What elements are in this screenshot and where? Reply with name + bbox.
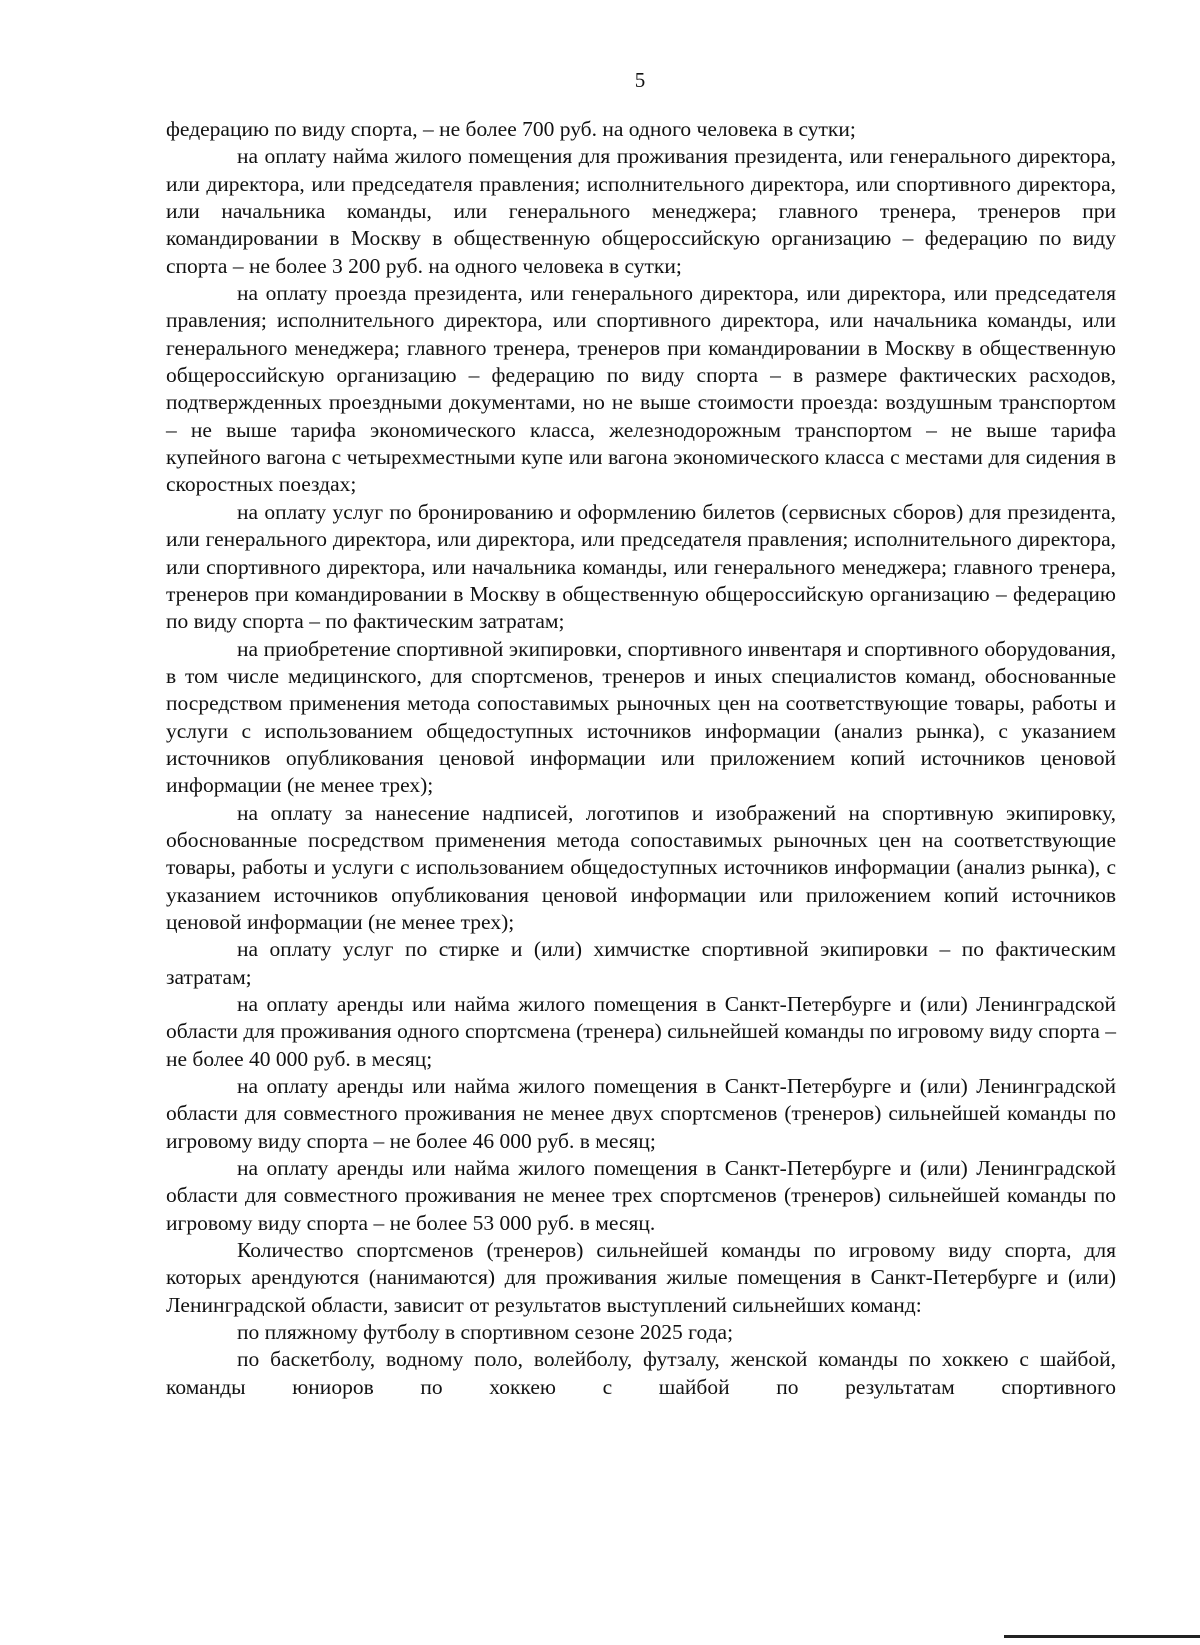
- bottom-rule: [1004, 1635, 1200, 1638]
- page-number: 5: [634, 68, 646, 92]
- paragraph: по пляжному футболу в спортивном сезоне 2025 года;: [237, 1320, 734, 1345]
- paragraph: на приобретение спортивной экипировки, спортивного инвентаря и спортивного оборудования, в том числе медицинского, для спортсменов, тренеров и иных специалистов команд, обоснованные посредством применения метода сопоставимых рыночных цен на соответствующие товары, работы и услуги с использованием общедоступных источников информации (анализ рынка), с указанием источников опубликования ценовой информации или приложением копий источников ценовой информации (не менее трех);: [166, 636, 1116, 798]
- paragraph: Количество спортсменов (тренеров) сильнейшей команды по игровому виду спорта, для которых арендуются (нанимаются) для проживания жилые помещения в Санкт-Петербурге и (или) Ленинградской области, зависит от результатов выступлений сильнейших команд:: [166, 1238, 1116, 1317]
- paragraph: федерацию по виду спорта, – не более 700 руб. на одного человека в сутки;: [166, 117, 856, 141]
- document-body: [166, 116, 1116, 1401]
- paragraph: на оплату аренды или найма жилого помещения в Санкт-Петербурге и (или) Ленинградской области для проживания одного спортсмена (тренера) сильнейшей команды по игровому виду спорта – не более 40 000 руб. в месяц;: [166, 992, 1116, 1071]
- paragraph: на оплату услуг по стирке и (или) химчистке спортивной экипировки – по фактическим затратам;: [166, 937, 1116, 989]
- paragraph: по баскетболу, водному поло, волейболу, футзалу, женской команды по хоккею с шайбой, команды юниоров по хоккею с шайбой по результатам спортивного: [166, 1347, 1116, 1399]
- paragraph: на оплату услуг по бронированию и оформлению билетов (сервисных сборов) для президента, или генерального директора, или директора, или председателя правления; исполнительного директора, или спортивного директора, или начальника команды, или генерального менеджера; главного тренера, тренеров при командировании в Москву в общественную общероссийскую организацию – федерацию по виду спорта – по фактическим затратам;: [166, 499, 1116, 634]
- paragraph: на оплату проезда президента, или генерального директора, или директора, или председателя правления; исполнительного директора, или спортивного директора, или начальника команды, или генерального менеджера; главного тренера, тренеров при командировании в Москву в общественную общероссийскую организацию – федерацию по виду спорта – в размере фактических расходов, подтвержденных проездными документами, но не выше стоимости проезда: воздушным транспортом – не выше тарифа экономического класса, железнодорожным транспортом – не выше тарифа купейного вагона с четырехместными купе или вагона экономического класса с местами для сидения в скоростных поездах;: [166, 281, 1116, 497]
- paragraph: на оплату аренды или найма жилого помещения в Санкт-Петербурге и (или) Ленинградской области для совместного проживания не менее двух спортсменов (тренеров) сильнейшей команды по игровому виду спорта – не более 46 000 руб. в месяц;: [166, 1074, 1116, 1153]
- paragraph: на оплату аренды или найма жилого помещения в Санкт-Петербурге и (или) Ленинградской области для совместного проживания не менее трех спортсменов (тренеров) сильнейшей команды по игровому виду спорта – не более 53 000 руб. в месяц.: [166, 1156, 1116, 1235]
- paragraph: на оплату найма жилого помещения для проживания президента, или генерального директора, или директора, или председателя правления; исполнительного директора, или спортивного директора, или начальника команды, или генерального менеджера; главного тренера, тренеров при командировании в Москву в общественную общероссийскую организацию – федерацию по виду спорта – не более 3 200 руб. на одного человека в сутки;: [166, 144, 1116, 278]
- paragraph: на оплату за нанесение надписей, логотипов и изображений на спортивную экипировку, обоснованные посредством применения метода сопоставимых рыночных цен на соответствующие товары, работы и услуги с использованием общедоступных источников информации (анализ рынка), с указанием источников опубликования ценовой информации или приложением копий источников ценовой информации (не менее трех);: [166, 800, 1116, 934]
